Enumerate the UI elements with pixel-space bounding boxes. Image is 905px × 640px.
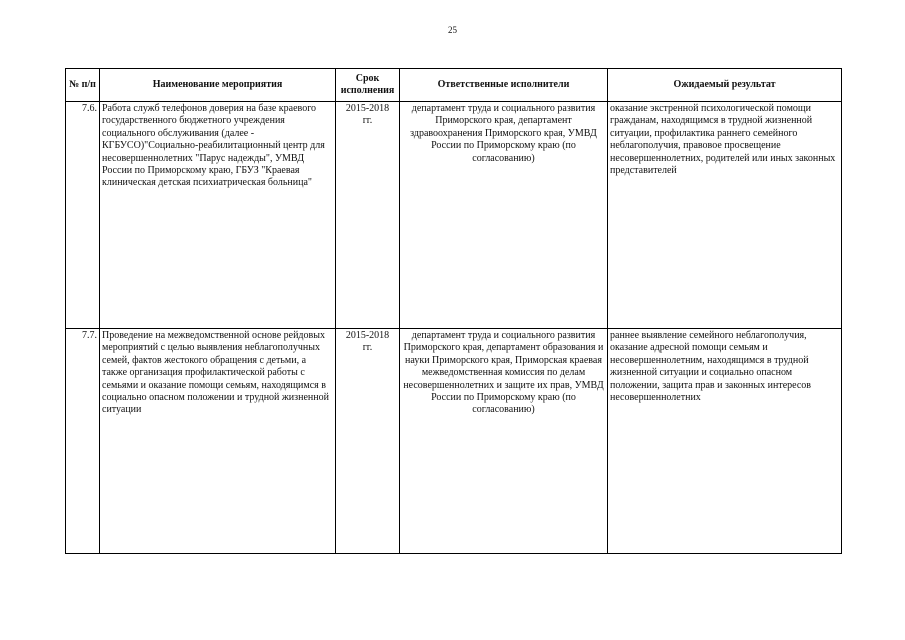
row-term <box>336 329 400 554</box>
row-term-suffix: гг. <box>362 115 373 127</box>
header-term-line1: Срок <box>355 73 380 84</box>
header-term <box>336 69 400 102</box>
row-term-suffix: гг. <box>362 342 373 354</box>
row-measure-name: Работа служб телефонов доверия на базе краевого государственного бюджетного учреждения социального обслуживания (далее - КГБУСО)"Социально-реабилитационный центр для несовершеннолетних "Парус надежды", УМВД России по Приморскому краю, ГБУЗ "Краевая клиническая детская психиатрическая больница" <box>100 102 336 329</box>
page-number: 25 <box>448 25 457 35</box>
header-term-line2: исполнения <box>340 85 395 96</box>
table-row <box>66 102 842 329</box>
row-responsible: департамент труда и социального развития Приморского края, департамент здравоохранения Приморского края, УМВД России по Приморскому краю (по согласованию) <box>400 102 608 329</box>
table-header-row <box>66 69 842 102</box>
row-term-years: 2015-2018 <box>345 330 390 341</box>
row-responsible: департамент труда и социального развития Приморского края, департамент образования и науки Приморского края, Приморская краевая межведомственная комиссия по делам несовершеннолетних и защите их прав, УМВД России по Приморскому краю (по согласованию) <box>400 329 608 554</box>
header-num: № п/п <box>66 69 100 102</box>
table-row <box>66 329 842 554</box>
header-result: Ожидаемый результат <box>608 69 842 102</box>
row-expected-result: раннее выявление семейного неблагополучия, оказание адресной помощи семьям и несовершеннолетним, находящимся в трудной жизненной ситуации и социально опасном положении, защита прав и законных интересов несовершеннолетних <box>608 329 842 554</box>
row-num: 7.6. <box>66 102 100 329</box>
measures-table <box>65 68 842 554</box>
row-term-years: 2015-2018 <box>345 103 390 114</box>
header-responsible: Ответственные исполнители <box>400 69 608 102</box>
header-name: Наименование мероприятия <box>100 69 336 102</box>
row-expected-result: оказание экстренной психологической помощи гражданам, находящимся в трудной жизненной ситуации, профилактика раннего семейного неблагополучия, правовое просвещение несовершеннолетних, родителей или иных законных представителей <box>608 102 842 329</box>
row-term <box>336 102 400 329</box>
row-num: 7.7. <box>66 329 100 554</box>
row-measure-name: Проведение на межведомственной основе рейдовых мероприятий с целью выявления неблагополучных семей, фактов жестокого обращения с детьми, а также организация профилактической работы с семьями и оказание помощи семьям, находящимся в социально опасном положении и трудной жизненной ситуации <box>100 329 336 554</box>
